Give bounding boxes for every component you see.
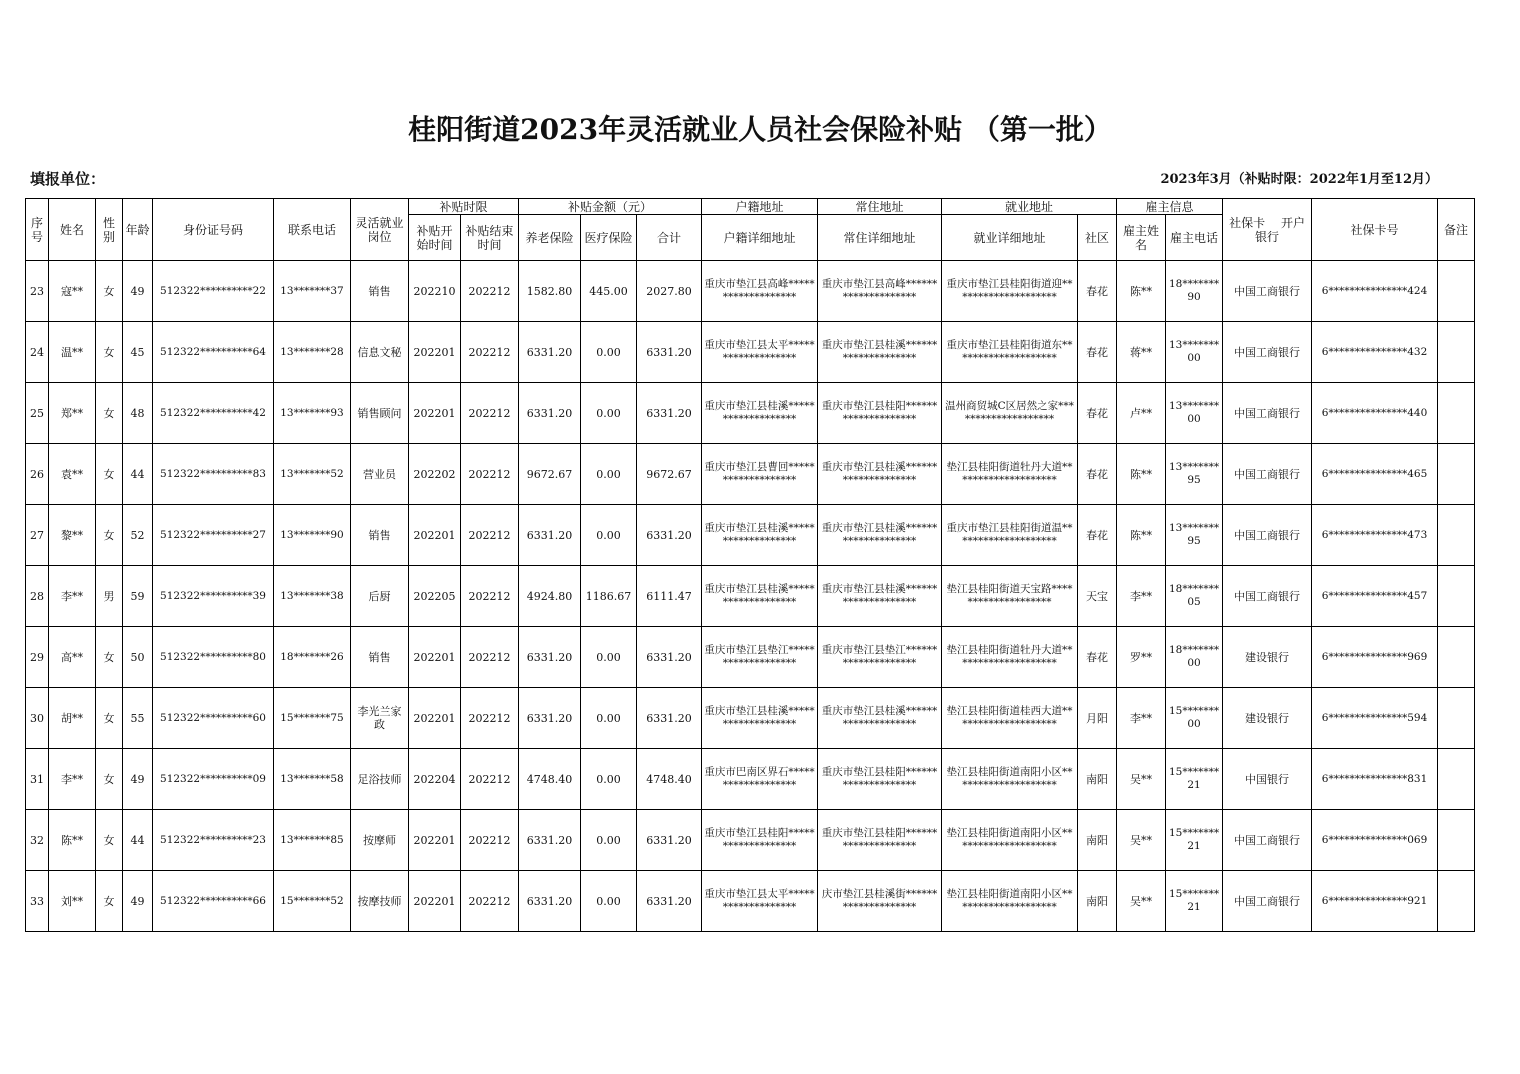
cell-pension: 6331.20	[519, 322, 581, 383]
cell-employer-name: 卢**	[1117, 383, 1166, 444]
cell-remark	[1438, 566, 1475, 627]
cell-hukou-address: 重庆市垫江县桂溪*******************	[702, 688, 818, 749]
cell-phone: 13*******58	[274, 749, 351, 810]
cell-name: 袁**	[49, 444, 96, 505]
cell-community: 春花	[1078, 627, 1117, 688]
header-medical: 医疗保险	[581, 215, 637, 261]
cell-id-number: 512322**********42	[153, 383, 274, 444]
cell-residence-address: 重庆市垫江县桂阳********************	[818, 383, 942, 444]
cell-age: 48	[123, 383, 153, 444]
cell-age: 49	[123, 749, 153, 810]
cell-phone: 13*******52	[274, 444, 351, 505]
cell-name: 寇**	[49, 261, 96, 322]
cell-end: 202212	[461, 871, 519, 932]
cell-card-number: 6***************424	[1312, 261, 1438, 322]
cell-card-number: 6***************969	[1312, 627, 1438, 688]
cell-remark	[1438, 444, 1475, 505]
header-employer-group: 雇主信息	[1117, 199, 1223, 215]
header-period-group: 补贴时限	[409, 199, 519, 215]
cell-pension: 6331.20	[519, 627, 581, 688]
cell-employer-name: 李**	[1117, 688, 1166, 749]
cell-gender: 女	[96, 810, 123, 871]
header-community: 社区	[1078, 215, 1117, 261]
cell-total: 6111.47	[637, 566, 702, 627]
cell-start: 202201	[409, 627, 461, 688]
cell-bank: 中国工商银行	[1223, 322, 1312, 383]
cell-name: 李**	[49, 566, 96, 627]
header-amount-group: 补贴金额（元）	[519, 199, 702, 215]
cell-residence-address: 重庆市垫江县高峰********************	[818, 261, 942, 322]
header-remark: 备注	[1438, 199, 1475, 261]
cell-end: 202212	[461, 749, 519, 810]
cell-community: 南阳	[1078, 749, 1117, 810]
cell-end: 202212	[461, 505, 519, 566]
cell-remark	[1438, 749, 1475, 810]
header-job: 灵活就业岗位	[351, 199, 409, 261]
cell-seq: 32	[26, 810, 49, 871]
cell-employer-phone: 18*******00	[1166, 627, 1223, 688]
cell-start: 202201	[409, 810, 461, 871]
cell-phone: 13*******38	[274, 566, 351, 627]
cell-medical: 0.00	[581, 322, 637, 383]
cell-job: 销售	[351, 261, 409, 322]
cell-job: 李光兰家政	[351, 688, 409, 749]
header-bank: 社保卡 开户银行	[1223, 199, 1312, 261]
cell-start: 202205	[409, 566, 461, 627]
cell-job: 销售	[351, 505, 409, 566]
cell-phone: 13*******85	[274, 810, 351, 871]
cell-age: 49	[123, 261, 153, 322]
cell-residence-address: 重庆市垫江县桂溪********************	[818, 322, 942, 383]
cell-age: 59	[123, 566, 153, 627]
cell-id-number: 512322**********60	[153, 688, 274, 749]
cell-bank: 中国银行	[1223, 749, 1312, 810]
cell-medical: 445.00	[581, 261, 637, 322]
subsidy-period: 2023年3月（补贴时限：2022年1月至12月）	[1160, 172, 1438, 187]
cell-community: 春花	[1078, 444, 1117, 505]
cell-phone: 18*******26	[274, 627, 351, 688]
cell-total: 6331.20	[637, 810, 702, 871]
cell-pension: 6331.20	[519, 810, 581, 871]
cell-card-number: 6***************921	[1312, 871, 1438, 932]
cell-work-address: 垫江县桂阳街道桂西大道********************	[942, 688, 1078, 749]
cell-name: 郑**	[49, 383, 96, 444]
header-seq: 序号	[26, 199, 49, 261]
cell-start: 202210	[409, 261, 461, 322]
cell-start: 202202	[409, 444, 461, 505]
cell-hukou-address: 重庆市垫江县桂溪*******************	[702, 383, 818, 444]
cell-card-number: 6***************594	[1312, 688, 1438, 749]
cell-employer-name: 陈**	[1117, 444, 1166, 505]
cell-seq: 23	[26, 261, 49, 322]
cell-hukou-address: 重庆市垫江县桂溪*******************	[702, 566, 818, 627]
cell-gender: 女	[96, 444, 123, 505]
cell-id-number: 512322**********09	[153, 749, 274, 810]
cell-start: 202204	[409, 749, 461, 810]
table-row	[26, 688, 1475, 749]
header-phone: 联系电话	[274, 199, 351, 261]
cell-employer-phone: 15*******21	[1166, 871, 1223, 932]
cell-pension: 1582.80	[519, 261, 581, 322]
cell-seq: 33	[26, 871, 49, 932]
cell-employer-name: 陈**	[1117, 261, 1166, 322]
cell-hukou-address: 重庆市垫江县太平*******************	[702, 871, 818, 932]
cell-bank: 中国工商银行	[1223, 566, 1312, 627]
cell-community: 春花	[1078, 322, 1117, 383]
cell-card-number: 6***************473	[1312, 505, 1438, 566]
cell-hukou-address: 重庆市巴南区界石*******************	[702, 749, 818, 810]
cell-name: 高**	[49, 627, 96, 688]
table-row	[26, 444, 1475, 505]
cell-work-address: 垫江县桂阳街道南阳小区********************	[942, 871, 1078, 932]
cell-work-address: 重庆市垫江县桂阳街道东********************	[942, 322, 1078, 383]
cell-phone: 13*******28	[274, 322, 351, 383]
cell-bank: 中国工商银行	[1223, 383, 1312, 444]
cell-residence-address: 重庆市垫江县垫江********************	[818, 627, 942, 688]
table-row	[26, 322, 1475, 383]
cell-start: 202201	[409, 322, 461, 383]
header-total: 合计	[637, 215, 702, 261]
cell-name: 黎**	[49, 505, 96, 566]
cell-pension: 6331.20	[519, 383, 581, 444]
cell-gender: 女	[96, 871, 123, 932]
header-hukou: 户籍详细地址	[702, 215, 818, 261]
cell-age: 45	[123, 322, 153, 383]
cell-employer-phone: 13*******95	[1166, 505, 1223, 566]
cell-hukou-address: 重庆市垫江县桂溪*******************	[702, 505, 818, 566]
cell-start: 202201	[409, 871, 461, 932]
cell-employer-name: 陈**	[1117, 505, 1166, 566]
cell-work-address: 垫江县桂阳街道南阳小区********************	[942, 749, 1078, 810]
cell-id-number: 512322**********83	[153, 444, 274, 505]
cell-age: 50	[123, 627, 153, 688]
cell-id-number: 512322**********22	[153, 261, 274, 322]
cell-start: 202201	[409, 383, 461, 444]
cell-gender: 女	[96, 383, 123, 444]
cell-hukou-address: 重庆市垫江县太平*******************	[702, 322, 818, 383]
cell-pension: 6331.20	[519, 871, 581, 932]
cell-employer-phone: 15*******21	[1166, 749, 1223, 810]
cell-bank: 中国工商银行	[1223, 444, 1312, 505]
cell-name: 温**	[49, 322, 96, 383]
cell-job: 按摩技师	[351, 871, 409, 932]
cell-residence-address: 重庆市垫江县桂溪********************	[818, 444, 942, 505]
cell-remark	[1438, 261, 1475, 322]
cell-medical: 0.00	[581, 688, 637, 749]
cell-employer-name: 吴**	[1117, 810, 1166, 871]
cell-id-number: 512322**********66	[153, 871, 274, 932]
cell-bank: 中国工商银行	[1223, 871, 1312, 932]
cell-medical: 0.00	[581, 444, 637, 505]
cell-hukou-address: 重庆市垫江县高峰*******************	[702, 261, 818, 322]
cell-employer-phone: 13*******00	[1166, 383, 1223, 444]
cell-employer-phone: 15*******00	[1166, 688, 1223, 749]
cell-employer-name: 李**	[1117, 566, 1166, 627]
header-residence-group: 常住地址	[818, 199, 942, 215]
header-employer-name: 雇主姓名	[1117, 215, 1166, 261]
cell-job: 信息文秘	[351, 322, 409, 383]
cell-work-address: 垫江县桂阳街道牡丹大道********************	[942, 627, 1078, 688]
cell-card-number: 6***************432	[1312, 322, 1438, 383]
cell-medical: 0.00	[581, 505, 637, 566]
cell-age: 44	[123, 444, 153, 505]
cell-end: 202212	[461, 444, 519, 505]
header-residence: 常住详细地址	[818, 215, 942, 261]
cell-age: 55	[123, 688, 153, 749]
cell-medical: 1186.67	[581, 566, 637, 627]
cell-hukou-address: 重庆市垫江县垫江*******************	[702, 627, 818, 688]
cell-medical: 0.00	[581, 627, 637, 688]
cell-seq: 27	[26, 505, 49, 566]
cell-total: 2027.80	[637, 261, 702, 322]
cell-gender: 女	[96, 627, 123, 688]
cell-phone: 13*******90	[274, 505, 351, 566]
cell-pension: 4748.40	[519, 749, 581, 810]
cell-id-number: 512322**********64	[153, 322, 274, 383]
cell-bank: 建设银行	[1223, 688, 1312, 749]
header-gender: 性别	[96, 199, 123, 261]
cell-phone: 15*******52	[274, 871, 351, 932]
cell-residence-address: 重庆市垫江县桂溪********************	[818, 566, 942, 627]
table-row	[26, 261, 1475, 322]
cell-seq: 24	[26, 322, 49, 383]
cell-pension: 6331.20	[519, 688, 581, 749]
cell-residence-address: 重庆市垫江县桂阳********************	[818, 810, 942, 871]
cell-pension: 4924.80	[519, 566, 581, 627]
cell-community: 南阳	[1078, 871, 1117, 932]
cell-age: 49	[123, 871, 153, 932]
cell-bank: 中国工商银行	[1223, 810, 1312, 871]
cell-name: 胡**	[49, 688, 96, 749]
cell-total: 9672.67	[637, 444, 702, 505]
cell-seq: 29	[26, 627, 49, 688]
cell-medical: 0.00	[581, 871, 637, 932]
cell-residence-address: 重庆市垫江县桂阳********************	[818, 749, 942, 810]
cell-phone: 15*******75	[274, 688, 351, 749]
cell-total: 6331.20	[637, 871, 702, 932]
table-row	[26, 505, 1475, 566]
cell-work-address: 垫江县桂阳街道牡丹大道********************	[942, 444, 1078, 505]
cell-community: 南阳	[1078, 810, 1117, 871]
cell-work-address: 重庆市垫江县桂阳街道迎********************	[942, 261, 1078, 322]
cell-job: 按摩师	[351, 810, 409, 871]
header-employer-phone: 雇主电话	[1166, 215, 1223, 261]
cell-total: 4748.40	[637, 749, 702, 810]
cell-employer-phone: 13*******00	[1166, 322, 1223, 383]
cell-name: 刘**	[49, 871, 96, 932]
cell-pension: 6331.20	[519, 505, 581, 566]
table-row	[26, 383, 1475, 444]
cell-seq: 30	[26, 688, 49, 749]
cell-job: 销售	[351, 627, 409, 688]
cell-gender: 女	[96, 505, 123, 566]
table-row	[26, 627, 1475, 688]
cell-total: 6331.20	[637, 383, 702, 444]
cell-age: 52	[123, 505, 153, 566]
cell-remark	[1438, 871, 1475, 932]
cell-residence-address: 庆市垫江县桂溪街********************	[818, 871, 942, 932]
cell-name: 李**	[49, 749, 96, 810]
cell-card-number: 6***************069	[1312, 810, 1438, 871]
cell-pension: 9672.67	[519, 444, 581, 505]
cell-remark	[1438, 810, 1475, 871]
cell-employer-phone: 13*******95	[1166, 444, 1223, 505]
cell-medical: 0.00	[581, 749, 637, 810]
cell-community: 月阳	[1078, 688, 1117, 749]
cell-remark	[1438, 688, 1475, 749]
cell-remark	[1438, 627, 1475, 688]
page-title: 桂阳街道2023年灵活就业人员社会保险补贴 （第一批）	[408, 113, 1112, 146]
table-row	[26, 871, 1475, 932]
cell-end: 202212	[461, 322, 519, 383]
cell-gender: 女	[96, 749, 123, 810]
cell-work-address: 重庆市垫江县桂阳街道温********************	[942, 505, 1078, 566]
table-row	[26, 749, 1475, 810]
cell-gender: 女	[96, 261, 123, 322]
cell-start: 202201	[409, 505, 461, 566]
cell-community: 春花	[1078, 383, 1117, 444]
cell-remark	[1438, 383, 1475, 444]
cell-community: 春花	[1078, 505, 1117, 566]
cell-total: 6331.20	[637, 627, 702, 688]
cell-community: 春花	[1078, 261, 1117, 322]
cell-age: 44	[123, 810, 153, 871]
cell-gender: 女	[96, 322, 123, 383]
cell-card-number: 6***************465	[1312, 444, 1438, 505]
cell-end: 202212	[461, 627, 519, 688]
header-work-group: 就业地址	[942, 199, 1117, 215]
cell-total: 6331.20	[637, 322, 702, 383]
cell-card-number: 6***************457	[1312, 566, 1438, 627]
cell-employer-name: 蒋**	[1117, 322, 1166, 383]
cell-community: 天宝	[1078, 566, 1117, 627]
cell-gender: 男	[96, 566, 123, 627]
cell-hukou-address: 重庆市垫江县曹回*******************	[702, 444, 818, 505]
cell-bank: 中国工商银行	[1223, 261, 1312, 322]
cell-job: 足浴技师	[351, 749, 409, 810]
cell-work-address: 垫江县桂阳街道南阳小区********************	[942, 810, 1078, 871]
cell-employer-name: 吴**	[1117, 871, 1166, 932]
header-pension: 养老保险	[519, 215, 581, 261]
cell-bank: 中国工商银行	[1223, 505, 1312, 566]
cell-residence-address: 重庆市垫江县桂溪********************	[818, 505, 942, 566]
header-hukou-group: 户籍地址	[702, 199, 818, 215]
cell-phone: 13*******93	[274, 383, 351, 444]
header-work: 就业详细地址	[942, 215, 1078, 261]
header-id: 身份证号码	[153, 199, 274, 261]
cell-end: 202212	[461, 688, 519, 749]
header-card: 社保卡号	[1312, 199, 1438, 261]
cell-seq: 28	[26, 566, 49, 627]
cell-id-number: 512322**********27	[153, 505, 274, 566]
cell-end: 202212	[461, 383, 519, 444]
cell-total: 6331.20	[637, 688, 702, 749]
cell-end: 202212	[461, 261, 519, 322]
cell-seq: 31	[26, 749, 49, 810]
header-end: 补贴结束时间	[461, 215, 519, 261]
header-name: 姓名	[49, 199, 96, 261]
subsidy-table	[25, 198, 1475, 932]
cell-card-number: 6***************831	[1312, 749, 1438, 810]
cell-id-number: 512322**********39	[153, 566, 274, 627]
header-start: 补贴开始时间	[409, 215, 461, 261]
cell-employer-name: 吴**	[1117, 749, 1166, 810]
cell-remark	[1438, 322, 1475, 383]
cell-gender: 女	[96, 688, 123, 749]
cell-employer-phone: 18*******90	[1166, 261, 1223, 322]
cell-residence-address: 重庆市垫江县桂溪********************	[818, 688, 942, 749]
cell-total: 6331.20	[637, 505, 702, 566]
cell-medical: 0.00	[581, 383, 637, 444]
cell-phone: 13*******37	[274, 261, 351, 322]
cell-job: 销售顾问	[351, 383, 409, 444]
cell-bank: 建设银行	[1223, 627, 1312, 688]
cell-end: 202212	[461, 566, 519, 627]
cell-id-number: 512322**********80	[153, 627, 274, 688]
cell-start: 202201	[409, 688, 461, 749]
cell-seq: 25	[26, 383, 49, 444]
cell-work-address: 温州商贸城C区居然之家********************	[942, 383, 1078, 444]
reporting-unit-label: 填报单位：	[30, 170, 106, 188]
cell-employer-phone: 15*******21	[1166, 810, 1223, 871]
cell-name: 陈**	[49, 810, 96, 871]
header-age: 年龄	[123, 199, 153, 261]
table-row	[26, 810, 1475, 871]
cell-work-address: 垫江县桂阳街道天宝路********************	[942, 566, 1078, 627]
cell-job: 营业员	[351, 444, 409, 505]
cell-employer-name: 罗**	[1117, 627, 1166, 688]
cell-card-number: 6***************440	[1312, 383, 1438, 444]
cell-remark	[1438, 505, 1475, 566]
cell-end: 202212	[461, 810, 519, 871]
cell-medical: 0.00	[581, 810, 637, 871]
cell-employer-phone: 18*******05	[1166, 566, 1223, 627]
cell-job: 后厨	[351, 566, 409, 627]
cell-id-number: 512322**********23	[153, 810, 274, 871]
cell-seq: 26	[26, 444, 49, 505]
table-row	[26, 566, 1475, 627]
cell-hukou-address: 重庆市垫江县桂阳*******************	[702, 810, 818, 871]
